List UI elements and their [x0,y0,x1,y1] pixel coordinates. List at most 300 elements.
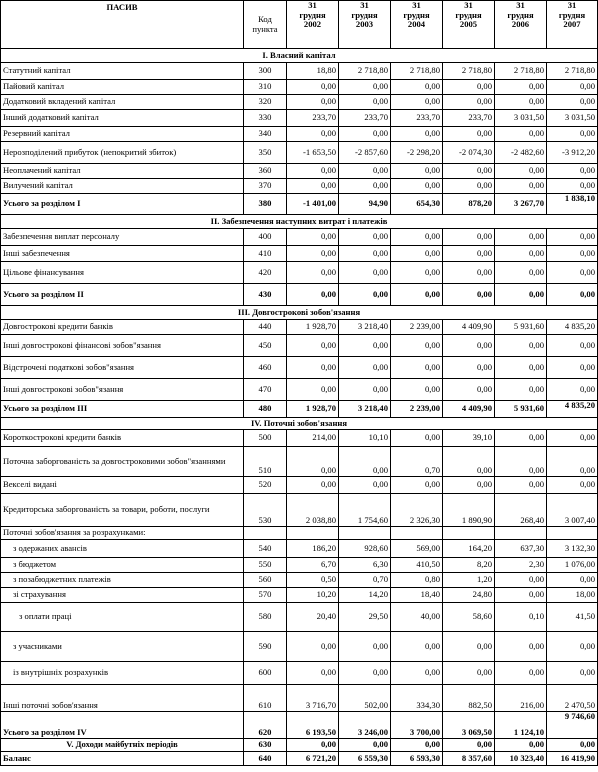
cell-value: 2,30 [495,558,547,573]
cell-value: 0,00 [391,262,443,284]
row-name: Усього за розділом II [1,284,244,306]
cell-value: 233,70 [443,110,495,127]
cell-value: 0,00 [287,357,339,379]
cell-value: 1 890,90 [443,494,495,527]
cell-value: 0,00 [391,80,443,95]
table-row [1,447,598,477]
cell-value: 6,70 [287,558,339,573]
section-row-1 [1,49,598,63]
row-name: Пайовий капітал [1,80,244,95]
cell-value: 2 718,80 [391,63,443,80]
cell-value: 0,00 [391,229,443,246]
cell-value: 0,00 [339,739,391,752]
cell-value: 0,00 [287,95,339,110]
table-row [1,127,598,142]
cell-value: 0,00 [391,739,443,752]
cell-value: 3 267,70 [495,194,547,215]
row-code: 510 [244,447,287,477]
row-code: 410 [244,246,287,262]
cell-value: 40,00 [391,603,443,632]
cell-value: 0,00 [287,229,339,246]
row-code: 550 [244,558,287,573]
cell-value: 3 007,40 [547,494,598,527]
cell-value: 186,20 [287,540,339,558]
row-name: Відстрочені податкові зобов"язання [1,357,244,379]
header-row [1,1,598,49]
row-name: з оплати праці [1,603,244,632]
balance-row [1,752,598,766]
cell-value: 6 721,20 [287,752,339,766]
cell-value: 0,00 [495,80,547,95]
row-code: 420 [244,262,287,284]
cell-value: 0,00 [547,95,598,110]
cell-value: 0,00 [287,179,339,194]
cell-value: 0,80 [391,573,443,588]
cell-value [495,527,547,540]
cell-value: 1 124,10 [495,712,547,739]
cell-value: 928,60 [339,540,391,558]
row-code: 630 [244,739,287,752]
cell-value: 0,00 [495,357,547,379]
cell-value: 9 746,60 [547,712,598,739]
row-name: Поточна заборгованість за довгостроковими зобов"язаннями [1,447,244,477]
cell-value: 0,00 [339,262,391,284]
row-name: з одержаних авансів [1,540,244,558]
row-name: Статутний капітал [1,63,244,80]
cell-value: 0,00 [443,335,495,357]
row-name: Усього за розділом I [1,194,244,215]
cell-value: 0,00 [287,80,339,95]
cell-value: 0,00 [339,447,391,477]
section-title: IV. Поточні зобов'язання [1,418,598,430]
table-row [1,379,598,401]
cell-value: 0,00 [287,379,339,401]
table-row [1,164,598,179]
table-row [1,603,598,632]
cell-value: 0,00 [495,246,547,262]
cell-value: 24,80 [443,588,495,603]
cell-value: 0,00 [495,164,547,179]
cell-value: 0,00 [443,662,495,685]
cell-value: 6 593,30 [391,752,443,766]
cell-value: 0,00 [443,179,495,194]
cell-value: 0,00 [443,80,495,95]
cell-value: 233,70 [391,110,443,127]
cell-value: 0,00 [391,632,443,662]
row-code: 600 [244,662,287,685]
cell-value: 0,00 [495,588,547,603]
row-code: 470 [244,379,287,401]
cell-value: 0,00 [547,573,598,588]
table-row [1,357,598,379]
row-name: Неоплачений капітал [1,164,244,179]
cell-value: 0,00 [287,246,339,262]
cell-value: 0,00 [339,357,391,379]
cell-value: 0,00 [495,662,547,685]
cell-value: 0,00 [391,246,443,262]
cell-value: 3 069,50 [443,712,495,739]
cell-value: 0,00 [339,229,391,246]
cell-value: 0,00 [287,632,339,662]
cell-value: 0,00 [547,739,598,752]
cell-value: 0,00 [339,95,391,110]
cell-value: 0,00 [495,179,547,194]
cell-value: 0,00 [495,262,547,284]
header-month: грудня [351,9,378,20]
table-row [1,320,598,335]
row-name: Інший додатковий капітал [1,110,244,127]
header-month: грудня [403,9,430,20]
cell-value: 2 038,80 [287,494,339,527]
cell-value [391,527,443,540]
table-row [1,477,598,494]
cell-value [287,527,339,540]
header-year: 2004 [407,19,426,30]
row-name: з позабюджетних платежів [1,573,244,588]
cell-value: 29,50 [339,603,391,632]
cell-value: 0,50 [287,573,339,588]
row-code: 380 [244,194,287,215]
cell-value: -2 298,20 [391,142,443,164]
header-title: ПАСИВ [1,1,244,49]
cell-value: 0,00 [443,477,495,494]
header-month: грудня [507,9,534,20]
row-name: Усього за розділом IV [1,712,244,739]
cell-value: 0,00 [443,95,495,110]
section-title: III. Довгострокові зобов'язання [1,306,598,320]
cell-value: 878,20 [443,194,495,215]
cell-value: 0,00 [391,164,443,179]
row-code: 540 [244,540,287,558]
header-year: 2006 [511,19,530,30]
header-year: 2003 [355,19,374,30]
header-year: 2002 [303,19,322,30]
cell-value: 1 928,70 [287,320,339,335]
cell-value: 0,00 [547,229,598,246]
row-name: Вилучений капітал [1,179,244,194]
row-code: 430 [244,284,287,306]
table-row [1,540,598,558]
header-day: 31 [412,0,421,10]
cell-value: 20,40 [287,603,339,632]
table-row [1,662,598,685]
cell-value: 0,00 [495,379,547,401]
table-row [1,558,598,573]
cell-value: 0,00 [391,284,443,306]
cell-value: 3 716,70 [287,685,339,712]
cell-value: 0,00 [547,127,598,142]
cell-value: 2 326,30 [391,494,443,527]
cell-value: 0,00 [547,164,598,179]
cell-value: 0,00 [547,246,598,262]
cell-value: 4 409,90 [443,320,495,335]
cell-value: 0,00 [495,335,547,357]
cell-value: 882,50 [443,685,495,712]
cell-value: 10,20 [287,588,339,603]
row-name: Інші забезпечення [1,246,244,262]
cell-value: 8,20 [443,558,495,573]
cell-value: 569,00 [391,540,443,558]
cell-value: 0,00 [443,127,495,142]
cell-value: 410,50 [391,558,443,573]
cell-value: -2 482,60 [495,142,547,164]
cell-value: 2 718,80 [547,63,598,80]
table-row [1,63,598,80]
table-row [1,229,598,246]
cell-value: 0,00 [495,477,547,494]
header-year-2004 [391,1,443,49]
row-name: Додатковий вкладений капітал [1,95,244,110]
cell-value: 2 718,80 [339,63,391,80]
cell-value: 0,00 [339,335,391,357]
table-row [1,527,598,540]
header-day: 31 [567,0,577,10]
cell-value: 0,00 [495,127,547,142]
row-code: 480 [244,401,287,418]
cell-value: 94,90 [339,194,391,215]
cell-value: -3 912,20 [547,142,598,164]
cell-value: 164,20 [443,540,495,558]
cell-value: 2 718,80 [495,63,547,80]
cell-value: 233,70 [339,110,391,127]
cell-value: 3 700,00 [391,712,443,739]
row-name: із внутрішніх розрахунків [1,662,244,685]
cell-value: 0,00 [495,739,547,752]
cell-value: 0,00 [339,284,391,306]
header-year: 2005 [459,19,478,30]
row-code: 620 [244,712,287,739]
cell-value: 0,00 [391,127,443,142]
cell-value: -2 074,30 [443,142,495,164]
cell-value: 0,00 [287,127,339,142]
section-row-2 [1,215,598,229]
cell-value: 0,00 [287,284,339,306]
cell-value: 0,10 [495,603,547,632]
row-name: Поточні зобов'язання за розрахунками: [1,527,244,540]
total-row [1,194,598,215]
cell-value: 0,00 [287,739,339,752]
header-day: 31 [464,0,473,10]
cell-value: 0,00 [287,477,339,494]
total-row [1,712,598,739]
cell-value: 4 835,20 [547,320,598,335]
cell-value [547,527,598,540]
cell-value: 216,00 [495,685,547,712]
table-row [1,246,598,262]
section-row-5 [1,739,598,752]
cell-value: 0,00 [495,447,547,477]
cell-value: 0,00 [391,430,443,447]
cell-value: 6 559,30 [339,752,391,766]
cell-value: 1,20 [443,573,495,588]
cell-value: 1 928,70 [287,401,339,418]
row-code: 360 [244,164,287,179]
cell-value: 0,00 [287,662,339,685]
header-month: грудня [558,9,586,20]
row-code: 520 [244,477,287,494]
row-code: 640 [244,752,287,766]
cell-value: 18,40 [391,588,443,603]
cell-value: 18,00 [547,588,598,603]
cell-value: 637,30 [495,540,547,558]
cell-value: 0,00 [495,632,547,662]
header-month: грудня [299,9,326,20]
cell-value: 0,70 [391,447,443,477]
cell-value: 5 931,60 [495,401,547,418]
cell-value: -1 401,00 [287,194,339,215]
table-row [1,80,598,95]
table-row [1,588,598,603]
table-row [1,494,598,527]
cell-value: 0,00 [547,662,598,685]
table-row [1,573,598,588]
row-name: Усього за розділом III [1,401,244,418]
section-title: II. Забезпечення наступних витрат і платежів [1,215,598,229]
row-code: 570 [244,588,287,603]
table-row [1,95,598,110]
cell-value: 334,30 [391,685,443,712]
cell-value: 18,80 [287,63,339,80]
cell-value: 3 031,50 [547,110,598,127]
section-row-4 [1,418,598,430]
cell-value: 4 835,20 [547,401,598,418]
row-code: 610 [244,685,287,712]
cell-value: 58,60 [443,603,495,632]
section-title: I. Власний капітал [1,49,598,63]
cell-value: 3 246,00 [339,712,391,739]
row-name: Забезпечення виплат персоналу [1,229,244,246]
row-code: 530 [244,494,287,527]
cell-value: 0,00 [443,447,495,477]
row-code: 440 [244,320,287,335]
cell-value: 0,00 [443,229,495,246]
row-code: 450 [244,335,287,357]
cell-value: 39,10 [443,430,495,447]
header-code-label: Код пункта [252,13,278,34]
row-name: Інші довгострокові зобов"язання [1,379,244,401]
row-name: Резервний капітал [1,127,244,142]
cell-value: 10,10 [339,430,391,447]
cell-value: 0,00 [391,379,443,401]
cell-value: 0,00 [443,632,495,662]
cell-value: 41,50 [547,603,598,632]
cell-value: 0,00 [339,127,391,142]
table-row [1,142,598,164]
row-code: 580 [244,603,287,632]
cell-value: 0,00 [443,379,495,401]
cell-value: 0,00 [495,430,547,447]
table-row [1,262,598,284]
cell-value: 0,00 [287,164,339,179]
total-row [1,284,598,306]
cell-value: 0,00 [391,357,443,379]
header-code [244,1,287,49]
row-code: 310 [244,80,287,95]
row-name: з учасниками [1,632,244,662]
table-row [1,110,598,127]
cell-value: 0,00 [547,262,598,284]
header-year-2002 [287,1,339,49]
cell-value: 0,00 [339,164,391,179]
header-day: 31 [308,0,317,10]
cell-value: 0,00 [287,262,339,284]
cell-value: 14,20 [339,588,391,603]
cell-value: 0,00 [443,262,495,284]
cell-value: 0,00 [547,447,598,477]
section-row-3 [1,306,598,320]
row-code: 590 [244,632,287,662]
cell-value: 6 193,50 [287,712,339,739]
header-year-2005 [443,1,495,49]
cell-value: 2 239,00 [391,320,443,335]
cell-value: -1 653,50 [287,142,339,164]
cell-value: 0,00 [391,662,443,685]
cell-value: 0,00 [547,430,598,447]
cell-value: 0,00 [547,284,598,306]
row-name: Довгострокові кредити банків [1,320,244,335]
cell-value: 1 754,60 [339,494,391,527]
cell-value: 6,30 [339,558,391,573]
row-name: Баланс [1,752,244,766]
cell-value: 214,00 [287,430,339,447]
cell-value: 268,40 [495,494,547,527]
cell-value: 3 132,30 [547,540,598,558]
row-name: з бюджетом [1,558,244,573]
cell-value: 0,00 [547,80,598,95]
table-row [1,179,598,194]
row-code: 370 [244,179,287,194]
cell-value: 0,00 [339,379,391,401]
cell-value: 2 470,50 [547,685,598,712]
cell-value: 0,00 [339,662,391,685]
table-row [1,430,598,447]
cell-value: 4 409,90 [443,401,495,418]
row-code: 300 [244,63,287,80]
cell-value: 5 931,60 [495,320,547,335]
cell-value: 0,00 [443,164,495,179]
row-code [244,527,287,540]
header-day: 31 [360,0,369,10]
cell-value: 0,00 [443,246,495,262]
cell-value: 0,00 [495,284,547,306]
cell-value: 233,70 [287,110,339,127]
cell-value: 0,70 [339,573,391,588]
cell-value: 0,00 [495,95,547,110]
cell-value: 0,00 [443,284,495,306]
cell-value: 3 218,40 [339,320,391,335]
cell-value: 0,00 [339,179,391,194]
row-name: Короткострокові кредити банків [1,430,244,447]
header-year-2003 [339,1,391,49]
cell-value: 0,00 [391,477,443,494]
cell-value: 2 239,00 [391,401,443,418]
header-year-2006 [495,1,547,49]
cell-value: 2 718,80 [443,63,495,80]
cell-value: 0,00 [287,335,339,357]
cell-value: 3 218,40 [339,401,391,418]
table-row [1,685,598,712]
total-row [1,401,598,418]
cell-value: 0,00 [547,335,598,357]
header-month: грудня [455,9,482,20]
cell-value: 0,00 [547,179,598,194]
row-code: 460 [244,357,287,379]
header-year: 2007 [563,19,581,30]
row-code: 500 [244,430,287,447]
cell-value: 0,00 [391,95,443,110]
row-name: Кредиторська заборгованість за товари, роботи, послуги [1,494,244,527]
cell-value: 0,00 [547,379,598,401]
